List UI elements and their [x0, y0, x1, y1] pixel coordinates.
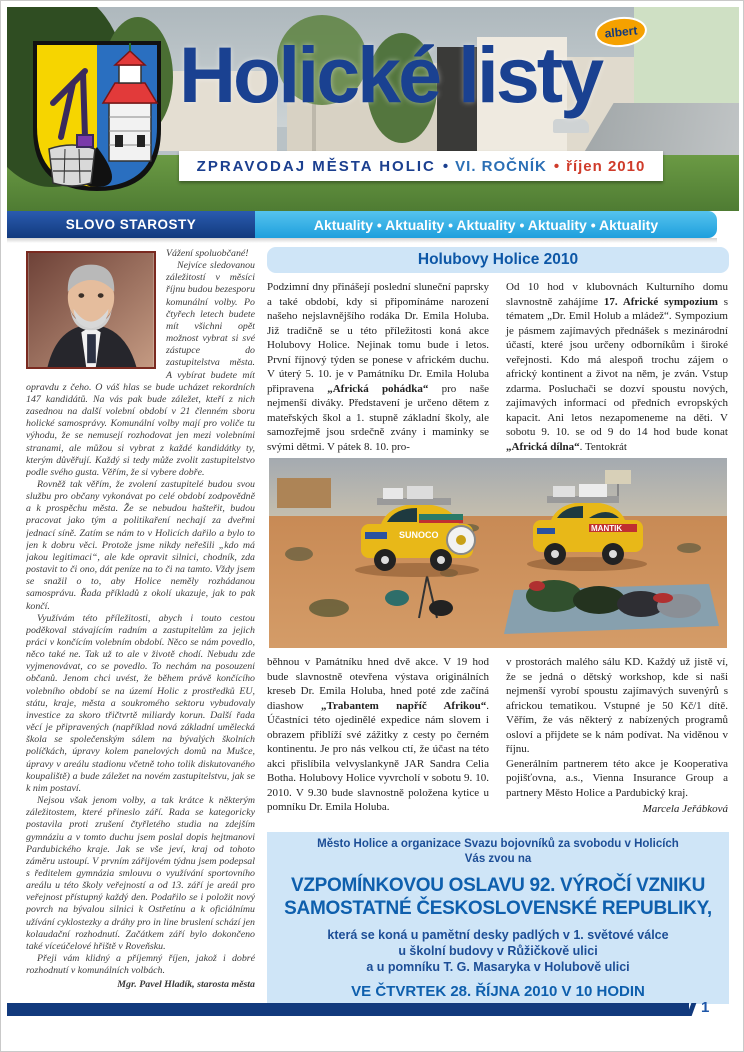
article-author: Marcela Jeřábková: [642, 803, 728, 816]
announcement-datetime: VE ČTVRTEK 28. ŘÍJNA 2010 V 10 HODIN: [351, 982, 645, 1000]
article-column-4: [506, 655, 728, 825]
article-photo-trabant-desert: [269, 458, 727, 648]
announcement-headline-2: SAMOSTATNÉ ČESKOSLOVENSKÉ REPUBLIKY,: [284, 898, 712, 919]
strip-volume: VI. ROČNÍK: [455, 157, 547, 175]
section-aktuality: [255, 211, 717, 238]
letter-paragraph: Rovněž tak věřím, že zvolení zastupitelé budou svou službu pro občany vykonávat po celé období zodpovědně a k prospěchu města. Že se nebudou hašteřit, budou pracovat jako tým a politikaření nechají za dveřmi jednací síně. Zatím se nám to v Holicích dařilo a bylo to jen k dobru věci. Protože jsme nikdy neřešili „kdo má jakou legitimaci“, ale kde opravit silnici, chodník, zda postavit to či ono, dát peníze na to či na tamto. Vždy jsem se snažil o to, aby Holice neměly rozhádanou samosprávu. Řada příkladů z okolí ukazuje, jak to pak končí.: [26, 478, 255, 612]
article-column-3: běhnou v Památníku hned dvě akce. V 19 hod bude slavnostně otevřena výstava originálních kreseb Dr. Emila Holuba, hned poté zde začíná diashow „Trabantem napříč Afrikou“. Účastníci této ojedinělé expedice nám slovem i obrazem přiblíží své zážitky z cesty po černém kontinentu. Je pro nás velkou ctí, že účast na této akci přislíbila velvyslankyně JAR Sandra Celia Botha. Holubovy Holice vyvrcholí v sobotu 9. 10. 2010. V 9.30 bude slavnostně položena kytice u pomníku Dr. Emila Holuba.: [267, 656, 489, 814]
coat-of-arms-icon: [27, 37, 167, 195]
article-paragraph: v prostorách malého sálu KD. Každý už jistě ví, že se jedná o dětský workshop, kde si naši nejmenší vyrobí spoustu zajímavých suvenýrů s africkou tematikou. Vstupné je 50 Kč/1 dítě. Věřím, že vás některý z nabízených programů osloví a přijdete se k nám podívat. Na viděnou v říjnu.: [506, 656, 728, 756]
announcement-detail-1: která se koná u pamětní desky padlých v 1. světové válce: [327, 927, 669, 942]
footer-bar: [7, 1003, 689, 1016]
announcement-headline-1: VZPOMÍNKOVOU OSLAVU 92. VÝROČÍ VZNIKU: [291, 874, 705, 896]
strip-separator: •: [442, 157, 449, 175]
spacer: [267, 867, 729, 874]
section-aktuality-label: Aktuality • Aktuality • Aktuality • Aktuality • Aktuality: [313, 216, 659, 233]
svg-text:MANTIK: MANTIK: [591, 524, 623, 533]
section-slovo-starosty-label: SLOVO STAROSTY: [65, 217, 197, 232]
masthead-strip: [179, 151, 663, 181]
strip-date: říjen 2010: [566, 157, 646, 175]
bar-shadow: [7, 238, 717, 243]
mayor-letter-column: [26, 248, 255, 1018]
article-title: Holubovy Holice 2010: [417, 251, 579, 268]
albert-logo-text: albert: [604, 23, 638, 41]
letter-paragraph: Nejsou však jenom volby, a tak krátce k některým záležitostem, které přineslo září. Rada se kategoricky postavila proti zrušení čtyřletého studia na zdejším gymnáziu a v tomto duchu jsem poslal dopis hejtmanovi Pardubického kraje. Jak se vše jeví, kraj od tohoto záměru ustoupí. V prvním zářijovém týdnu jsem podepsal s ředitelem gymnázia smlouvu o využívání sportovního areálu u této školy veřejností a od 13. září je areál pro veřejnost přístupný každý den. Podařilo se i položit nový povrch na bývalou silnici k Ostřetínu a k oficiálnímu užívání cyklostezky a dráhy pro in line bruslení schází jen kolaudační rozhodnutí. Začátkem září bylo dokončeno také víceúčelové hřiště v Roveňsku.: [26, 795, 255, 952]
letter-paragraph: Nejvíce sledovanou záležitostí v měsíci říjnu budou bezesporu komunální volby. Po čtyřech letech budete mít všichni opět možnost vybrat si své zástupce do zastupitelstva města. A vybírat budete mít opravdu z čeho. O váš hlas se bude ucházet rekordních 147 kandidátů. Na vás pak bude záležet, kteří z nich zasednou na další volební období v 21 členném sboru holické samosprávy. Komunální volby mají pro voliče tu výhodu, že se nemusejí rozhodovat jen mezi volebními stranami, ale můžou si vybrat z každé kandidátky ty, kterým důvěřují. Každý si tedy může zvolit zastupitelstvo podle svého gusta. Věřím, že si vybere dobře.: [26, 260, 255, 478]
section-slovo-starosty: [7, 211, 255, 238]
article-region: [267, 247, 729, 1004]
article-columns-bottom: [267, 655, 729, 825]
article-columns-top: [267, 280, 729, 454]
svg-text:SUNOCO: SUNOCO: [399, 530, 439, 540]
strip-publisher: ZPRAVODAJ MĚSTA HOLIC: [196, 157, 436, 175]
article-column-2: Od 10 hod v klubovnách Kulturního domu slavnostně zahájíme 17. Africké sympozium s tématem „Dr. Emil Holub a mládež“. Sympozium je pásmem zajímavých přednášek s mezinárodní účastí, které jsou určeny odborníkům i široké veřejnosti. Kdo má alespoň trochu zájem o africký kontinent a život na něm, je zván. Vstup zdarma. Posluchači se dozví spoustu nových, zajímavých informací od předních evropských kapacit. Ani letos nezapomeneme na děti. V sobotu 9. 10. se od 9 do 14 hod bude konat „Africká dílna“. Tentokrát: [506, 281, 728, 454]
announcement-box: [267, 832, 729, 1004]
photo-car: [553, 119, 589, 133]
letter-signature: Mgr. Pavel Hladík, starosta města: [117, 979, 255, 991]
article-paragraph: Generálním partnerem této akce je Kooperativa pojišťovna, a.s., Vienna Insurance Group a partnery Město Holice a Pardubický kraj.: [506, 757, 728, 799]
article-title-band: [267, 247, 729, 273]
announcement-detail-3: a u pomníku T. G. Masaryka v Holubově ulici: [366, 959, 630, 974]
letter-paragraph: Využívám této příležitosti, abych i touto cestou poděkoval stávajícím radním a zastupitelům za jejich práci v končícím volebním období. Něco se nám povedlo, něco také ne. Tak už to ale v životě chodí. Nebudu zde vyjmenovávat, co se povedlo. To nechám na posouzení občanů. Jenom chci uvést, že během právě končícího volebního období se na území Holic z prostředků EU, státu, kraje, města a soukromého sektoru vybudovaly investice za skoro třičtvrtě miliardy korun. Další řada věcí je připravených (například nová základní umělecká škola se společenským sálem na bývalých školních políčkách, úpravy kolem panelových domů na Mušce, úpravy v areálu stadionu včetně toho tolik diskutovaného koupaliště) a bude záležet na novém zastupitelstvu, jak se k nim postaví.: [26, 612, 255, 794]
section-bar: [7, 211, 739, 238]
mayor-portrait-photo: [26, 251, 156, 369]
letter-salutation: Vážení spoluobčané!: [166, 248, 249, 259]
page-number: 1: [701, 999, 710, 1016]
article-column-1: Podzimní dny přinášejí poslední sluneční paprsky a také období, kdy si připomínáme narození našeho nejslavnějšího rodáka Dr. Emila Holuba. Již tradičně se u této příležitosti koná akce Holubovy Holice. Nejinak tomu bude i letos. První říjnový týden se ponese v africkém duchu. V úterý 5. 10. je v Památníku Dr. Emila Holuba připravena „Africká pohádka“ pro naše nejmenší diváky. Představení je určeno dětem z mateřských škol a 1. stupně základní školy, ale samozřejmě jsou srdečně zvány i maminky se svými dětmi. V pátek 8. 10. pro-: [267, 281, 489, 454]
letter-paragraph: Přeji vám klidný a příjemný říjen, jakož i dobré rozhodnutí v komunálních volbách.: [26, 953, 255, 977]
spacer: [267, 922, 729, 927]
announcement-organizer: Město Holice a organizace Svazu bojovníků za svobodu v Holicích: [317, 837, 679, 850]
announcement-detail-2: u školní budovy v Růžičkově ulici: [398, 943, 598, 958]
newsletter-title: Holické listy: [179, 30, 602, 119]
announcement-invite: Vás zvou na: [464, 852, 532, 865]
mayor-letter-text: [26, 248, 255, 1000]
masthead-photo: [7, 7, 739, 211]
strip-separator: •: [553, 157, 560, 175]
